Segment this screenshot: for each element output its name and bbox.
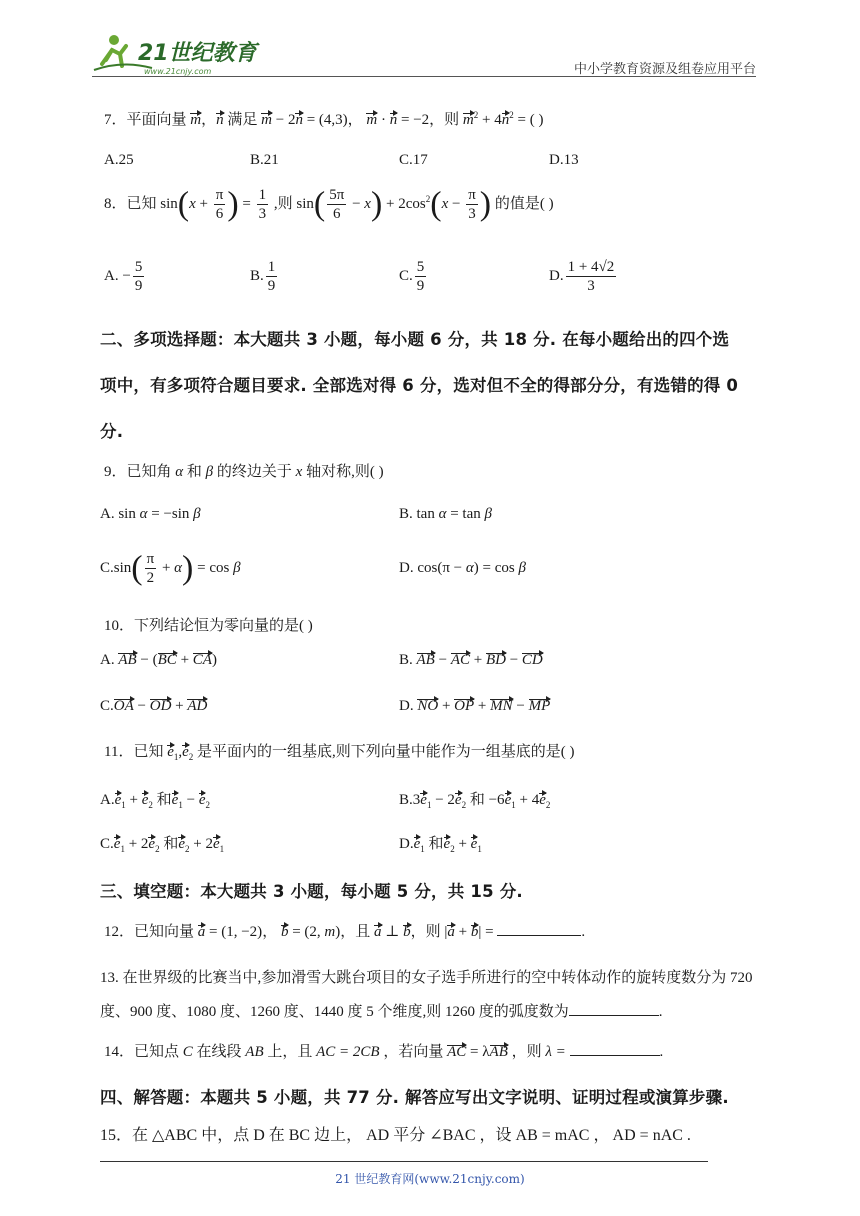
- q9-option-c: C.sin( $\frac{\pi}{2}$ + α) = cos β: [100, 549, 241, 587]
- q11-option-d: $D.e_1$ 和$e_2 + e_1$: [399, 836, 482, 854]
- q10-option-a: A. AB − (BC + CA): [100, 652, 217, 668]
- q10-option-d: D. NO + OP + MN − MP: [399, 698, 551, 714]
- q8-option-d: D. $\frac{1 + 4√2}{3}$: [549, 259, 615, 294]
- header-platform-text: 中小学教育资源及组卷应用平台: [573, 62, 756, 77]
- q7-option-c: C.17: [399, 152, 428, 168]
- q12-answer-blank[interactable]: [497, 921, 581, 936]
- header-divider: [92, 76, 756, 77]
- question-12: 12．已知向量 a = (1, −2)， b = (2, m)，且 a ⊥ b，则 |a + b| = .: [104, 920, 585, 941]
- svg-text:www.21cnjy.com: www.21cnjy.com: [144, 67, 212, 76]
- question-13-line-1: 13. 在世界级的比赛当中,参加滑雪大跳台项目的女子选手所进行的空中转体动作的旋转度数分为 720: [100, 970, 753, 986]
- q10-option-b: B. AB − AC + BD − CD: [399, 652, 543, 668]
- question-7: 7．平面向量 m，n 满足 m − 2n = (4,3)， m · n = −2，则 $m^2 + 4n^2$ = ( ): [104, 110, 544, 128]
- q7-option-b: B.21: [250, 152, 279, 168]
- q8-option-a: A. − $\frac{5}{9}$: [104, 259, 143, 294]
- q11-option-a: $A.e_1 + e_2$ 和$e_1 - e_2$: [100, 792, 210, 810]
- q13-answer-blank[interactable]: [569, 1001, 659, 1016]
- section-2-line-2: 项中，有多项符合题目要求. 全部选对得 6 分，选对但不全的得部分分，有选错的得 0: [100, 376, 739, 395]
- question-11: 11．已知 $e_1,e_2$ 是平面内的一组基底,则下列向量中能作为一组基底的是( ): [104, 744, 575, 762]
- question-14: 14．已知点 C 在线段 AB 上，且 AC = 2CB ，若向量 AC = λAB ，则 λ = .: [104, 1040, 663, 1061]
- footer-divider: [100, 1161, 708, 1162]
- logo-runner-icon: [92, 30, 272, 78]
- q7-option-a: A.25: [104, 152, 134, 168]
- q9-option-b: B. tan α = tan β: [399, 506, 492, 522]
- question-10: 10．下列结论恒为零向量的是( ): [104, 618, 313, 634]
- q11-option-b: $B.3e_1 - 2e_2$ 和 $-6e_1 + 4e_2$: [399, 792, 551, 810]
- section-4-title: 四、解答题：本题共 5 小题，共 77 分. 解答应写出文字说明、证明过程或演算步骤.: [100, 1088, 729, 1107]
- question-15: 15．在 △ABC 中，点 D 在 BC 边上， AD 平分 ∠BAC ，设 AB = mAC ， AD = nAC .: [100, 1127, 691, 1144]
- section-2-line-1: 二、多项选择题：本大题共 3 小题，每小题 6 分，共 18 分. 在每小题给出的四个选: [100, 330, 730, 349]
- q10-option-c: C.OA − OD + AD: [100, 698, 208, 714]
- section-3-title: 三、填空题：本大题共 3 小题，每小题 5 分，共 15 分.: [100, 882, 523, 901]
- q8-option-b: B. $\frac{1}{9}$: [250, 259, 276, 294]
- q8-option-c: C. $\frac{5}{9}$: [399, 259, 425, 294]
- q9-option-d: D. cos(π − α) = cos β: [399, 560, 526, 576]
- question-8: 8．已知 sin(x + $\frac{\pi}{6}$ ) = $\frac{1}{3}$ ,则 sin( $\frac{5\pi}{6}$ − $x) + 2\cos^2(x$ − $\frac{\pi}{3}$ ) 的值是( ): [104, 185, 554, 223]
- q11-option-c: $C.e_1 + 2e_2$ 和$e_2 + 2e_1$: [100, 836, 225, 854]
- q9-option-a: A. sin α = −sin β: [100, 506, 201, 522]
- site-logo: [92, 30, 272, 78]
- question-9: 9．已知角 α 和 β 的终边关于 x 轴对称,则( ): [104, 464, 384, 480]
- q7-option-d: D.13: [549, 152, 579, 168]
- footer-site-text[interactable]: 21 世纪教育网(www.21cnjy.com): [335, 1172, 525, 1186]
- question-13-line-2: 度、900 度、1080 度、1260 度、1440 度 5 个维度,则 1260 度的弧度数为 .: [100, 1000, 663, 1021]
- section-2-line-3: 分.: [100, 422, 124, 441]
- q14-answer-blank[interactable]: [570, 1041, 660, 1056]
- svg-text:21世纪教育: 21世纪教育: [138, 41, 257, 66]
